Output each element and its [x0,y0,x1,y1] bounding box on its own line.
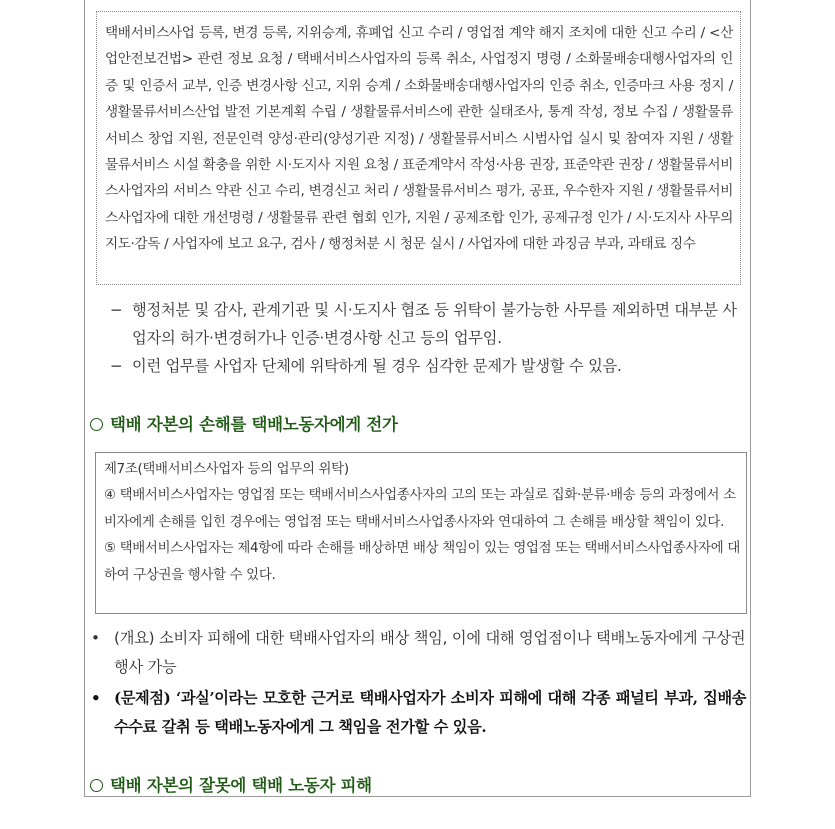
section-heading-text: 택배 자본의 잘못에 택배 노동자 피해 [110,776,372,795]
delegated-tasks-box [96,11,741,285]
section-heading-damage [90,775,372,797]
delegated-tasks-text: 택배서비스사업 등록, 변경 등록, 지위승계, 휴폐업 신고 수리 / 영업점 계약 해지 조치에 대한 신고 수리 / <산업안전보건법> 관련 정보 요청 / 택배서비스사업자의 등록 취소, 사업정지 명령 / 소화물배송대행사업자의 인증 및 인증서 교부, 인증 변경사항 신고, 지위 승계 / 소화물배송대행사업자의 인증 취소, 인증마크 사용 정지 / 생활물류서비스산업 발전 기본계획 수립 / 생활물류서비스에 관한 실태조사, 통계 작성, 정보 수집 / 생활물류서비스 창업 지원, 전문인력 양성·관리(양성기관 지정) / 생활물류서비스 시범사업 실시 및 참여자 지원 / 생활물류서비스 시설 확충을 위한 시·도지사 지원 요청 / 표준계약서 작성·사용 권장, 표준약관 권장 / 생활물류서비스사업자의 서비스 약관 신고 수리, 변경신고 처리 / 생활물류서비스 평가, 공표, 우수한자 지원 / 생활물류서비스사업자에 대한 개선명령 / 생활물류 관련 협회 인가, 지원 / 공제조합 인가, 공제규정 인가 / 시·도지사 사무의 지도·감독 / 사업자에 보고 요구, 검사 / 행정처분 시 청문 실시 / 사업자에 대한 과징금 부과, 과태료 징수 [105,25,733,253]
law-article-para-5: ⑤ 택배서비스사업자는 제4항에 따라 손해를 배상하면 배상 책임이 있는 영업점 또는 택배서비스사업종사자에 대하여 구상권을 행사할 수 있다. [104,541,740,583]
section-heading-text: 택배 자본의 손해를 택배노동자에게 전가 [110,415,398,434]
bullet-marker: • [91,689,101,707]
bullet-marker: • [91,629,100,647]
law-article-para-4: ④ 택배서비스사업자는 영업점 또는 택배서비스사업종사자의 고의 또는 과실로 집화·분류·배송 등의 과정에서 소비자에게 손해를 입힌 경우에는 영업점 또는 택배서비스사업종사자와 연대하여 그 손해를 배상할 책임이 있다. [104,488,736,530]
bullet-item-overview [90,624,746,682]
dash-marker: − [110,301,123,319]
dash-item [110,296,746,352]
bullet-item-text: (개요) 소비자 피해에 대한 택배사업자의 배상 책임, 이에 대해 영업점이나 택배노동자에게 구상권 행사 가능 [114,629,746,676]
dash-item [110,352,746,380]
dash-marker: − [110,357,123,375]
circle-bullet-icon [90,779,103,792]
circle-bullet-icon [90,418,103,431]
bullet-item-text: (문제점) ‘과실’이라는 모호한 근거로 택배사업자가 소비자 피해에 대해 각종 패널티 부과, 집배송 수수료 갈취 등 택배노동자에게 그 책임을 전가할 수 있음. [114,689,746,736]
dash-list [110,296,746,380]
section-heading-liability [90,414,398,436]
dash-item-text: 행정처분 및 감사, 관계기관 및 시·도지사 협조 등 위탁이 불가능한 사무를 제외하면 대부분 사업자의 허가·변경허가나 인증·변경사항 신고 등의 업무임. [132,301,737,347]
bullet-item-problem [90,684,746,742]
bullet-list [90,624,746,742]
dash-item-text: 이런 업무를 사업자 단체에 위탁하게 될 경우 심각한 문제가 발생할 수 있음. [132,357,622,375]
law-article-title: 제7조(택배서비스사업자 등의 업무의 위탁) [104,462,349,477]
law-article-box [95,452,747,614]
